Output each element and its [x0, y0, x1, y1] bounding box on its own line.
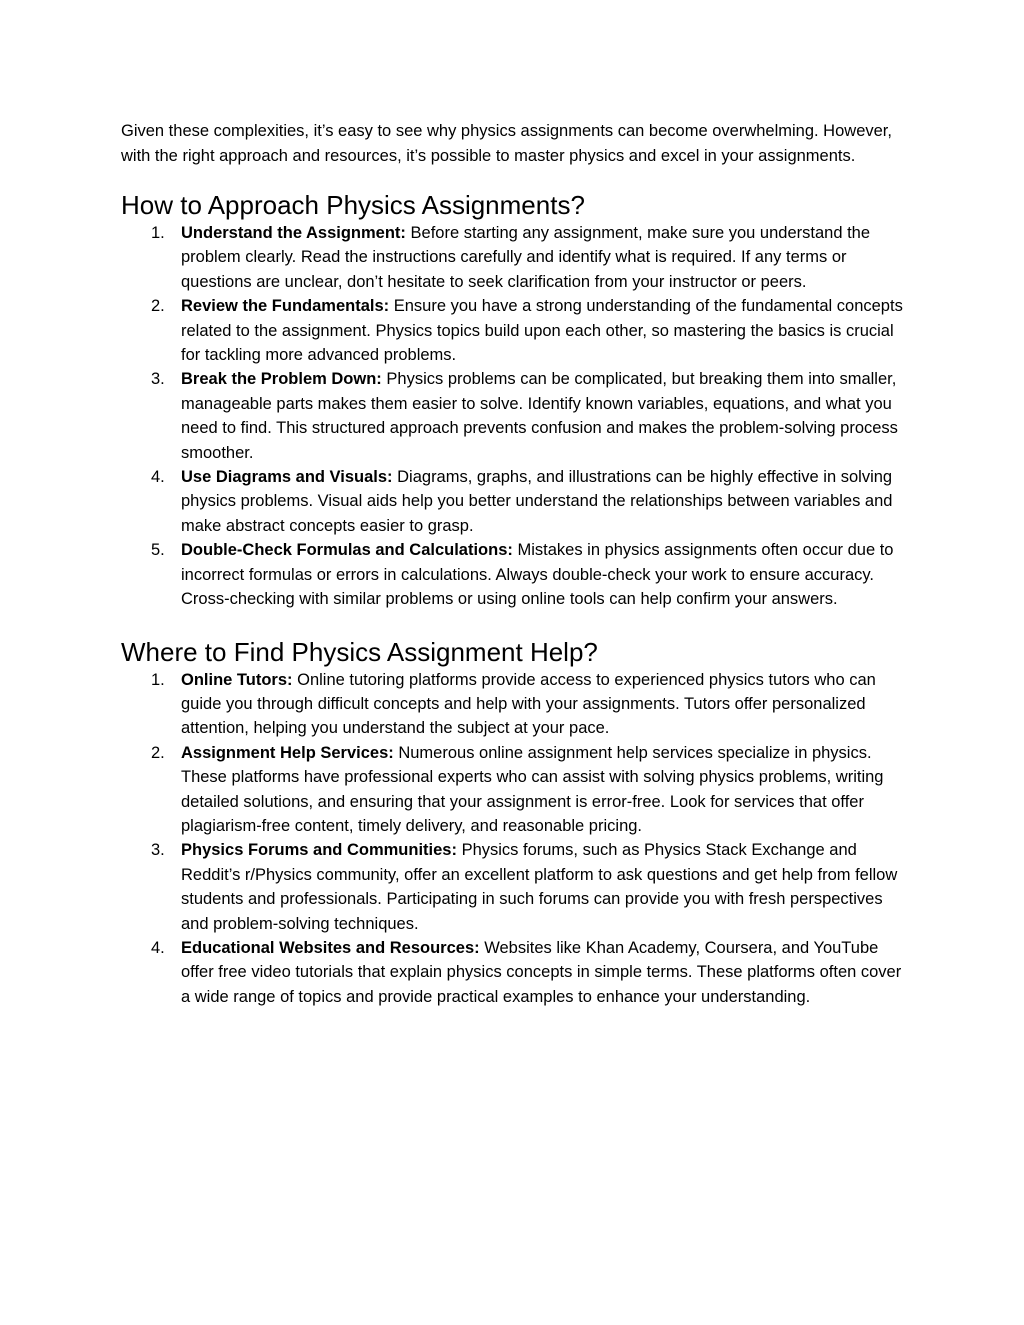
list-number: 5. [151, 541, 165, 560]
list-item [121, 838, 911, 936]
list-item-text: Before starting any assignment, make sure you understand the problem clearly. Read the instructions carefully and identify what is required. If any terms or questions are unclear, don’t hesitate to seek clarification from your instructor or peers. [181, 224, 871, 291]
list-item-title: Assignment Help Services: [181, 743, 394, 762]
list-item [121, 741, 911, 839]
list-item [121, 294, 911, 367]
list-item-title: Break the Problem Down: [181, 370, 382, 389]
list-number: 3. [151, 370, 165, 389]
list-number: 2. [151, 297, 165, 316]
list-item-text: Physics forums, such as Physics Stack Exchange and Reddit’s r/Physics community, offer an excellent platform to ask questions and get help from fellow students and professionals. Participating in such forums can provide you with fresh perspectives and problem-solving techniques. [181, 841, 898, 933]
list-item [121, 465, 911, 538]
list-number: 1. [151, 670, 165, 689]
list-number: 1. [151, 224, 165, 242]
list-item-title: Physics Forums and Communities: [181, 841, 457, 860]
list-item-title: Online Tutors: [181, 670, 293, 689]
list-number: 4. [151, 468, 165, 487]
list-item [121, 936, 911, 1009]
list-item-text: Diagrams, graphs, and illustrations can be highly effective in solving physics problems. Visual aids help you better understand the relationships between variables and make abstract concepts easier to grasp. [181, 468, 893, 535]
list-item-text: Numerous online assignment help services specialize in physics. These platforms have professional experts who can assist with solving physics problems, writing detailed solutions, and ensuring that your assignment is error-free. Look for services that offer plagiarism-free content, timely delivery, and reasonable pricing. [181, 743, 884, 835]
help-list [121, 668, 911, 1010]
list-item-text: Ensure you have a strong understanding of the fundamental concepts related to the assignment. Physics topics build upon each other, so mastering the basics is crucial for tackling more advanced problems. [181, 297, 903, 365]
approach-list [121, 221, 911, 612]
list-item [121, 668, 911, 741]
list-number: 4. [151, 938, 165, 957]
list-item-title: Review the Fundamentals: [181, 297, 390, 316]
list-item-title: Understand the Assignment: [181, 224, 406, 242]
list-number: 3. [151, 841, 165, 860]
list-item-title: Double-Check Formulas and Calculations: [181, 541, 513, 560]
intro-paragraph: Given these complexities, it’s easy to see why physics assignments can become overwhelming. However, with the right approach and resources, it’s possible to master physics and excel in your assignments. [121, 122, 892, 165]
list-item-title: Use Diagrams and Visuals: [181, 468, 393, 487]
list-item-text: Online tutoring platforms provide access to experienced physics tutors who can guide you through difficult concepts and help with your assignments. Tutors offer personalized attention, helping you understand the subject at your pace. [181, 670, 876, 738]
section-heading-help: Where to Find Physics Assignment Help? [121, 636, 598, 667]
list-item [121, 367, 911, 465]
section-heading-approach: How to Approach Physics Assignments? [121, 190, 585, 220]
document-page [121, 119, 911, 1009]
list-item-title: Educational Websites and Resources: [181, 938, 480, 957]
list-item-text: Physics problems can be complicated, but breaking them into smaller, manageable parts makes them easier to solve. Identify known variables, equations, and what you need to find. This structured approach prevents confusion and makes the problem-solving process smoother. [181, 370, 898, 462]
list-item-text: Websites like Khan Academy, Coursera, and YouTube offer free video tutorials that explain physics concepts in simple terms. These platforms often cover a wide range of topics and provide practical examples to enhance your understanding. [181, 938, 902, 1006]
list-item-text: Mistakes in physics assignments often occur due to incorrect formulas or errors in calculations. Always double-check your work to ensure accuracy. Cross-checking with similar problems or using online tools can help confirm your answers. [181, 541, 894, 609]
list-item [121, 221, 911, 294]
list-item [121, 538, 911, 611]
list-number: 2. [151, 743, 165, 762]
